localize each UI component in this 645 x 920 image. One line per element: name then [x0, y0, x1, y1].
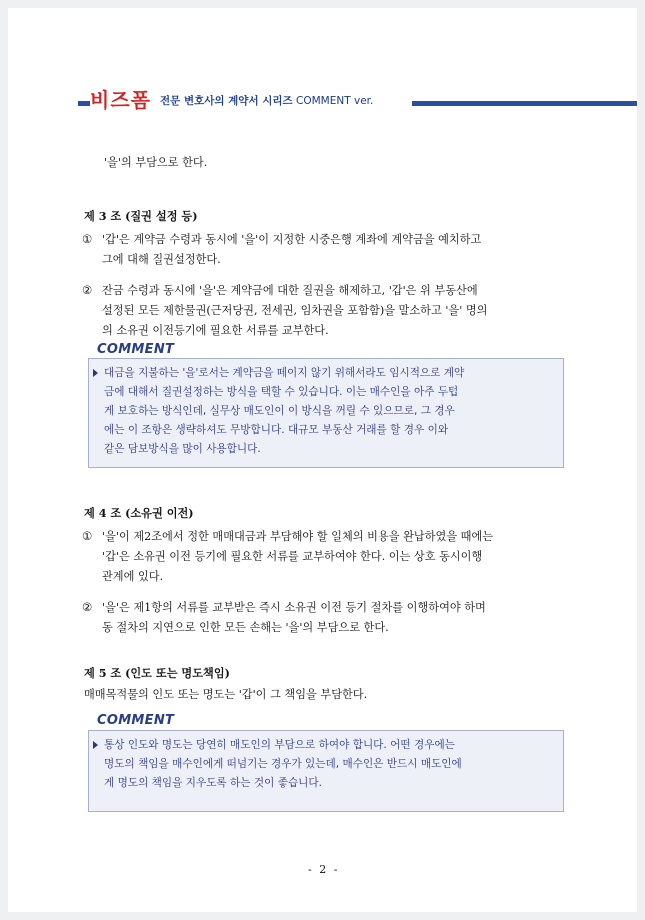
document-page [8, 8, 637, 912]
article4-item1-line1: '을'이 제2조에서 정한 매매대금과 부담해야 할 일체의 비용을 완납하였을 때에는 [102, 530, 494, 543]
article4-item2-line1: '을'은 제1항의 서류를 교부받은 즉시 소유권 이전 등기 절차를 이행하여야 하며 [102, 601, 486, 614]
article4-heading: 제 4 조 (소유권 이전) [84, 506, 194, 520]
series-main: 전문 변호사의 계약서 시리즈 [160, 95, 293, 107]
article4-item2-line2: 동 절차의 지연으로 인한 모든 손해는 '을'의 부담으로 한다. [102, 621, 389, 634]
article4-item1-line3: 관계에 있다. [102, 570, 164, 583]
comment2-line1: 통상 인도와 명도는 당연히 매도인의 부담으로 하여야 합니다. 어떤 경우에는 [104, 739, 455, 751]
article4-item1-line2: '갑'은 소유권 이전 등기에 필요한 서류를 교부하여야 한다. 이는 상호 동시이행 [102, 550, 483, 563]
header-rule-left [78, 101, 90, 106]
brand-logo: 비즈폼 [90, 88, 151, 112]
article3-item1-num: ① [82, 232, 93, 246]
article3-item2-line3: 의 소유권 이전등기에 필요한 서류를 교부한다. [102, 324, 329, 337]
comment1-line5: 같은 담보방식을 많이 사용합니다. [104, 443, 261, 455]
series-tail: COMMENT ver. [296, 95, 374, 107]
comment1-line3: 게 보호하는 방식인데, 실무상 매도인이 이 방식을 꺼릴 수 있으므로, 그 경우 [104, 405, 455, 417]
comment1-title: COMMENT [97, 342, 175, 357]
header-rule-right [412, 101, 637, 106]
page-number: - 2 - [308, 863, 340, 876]
comment1-line2: 금에 대해서 질권설정하는 방식을 택할 수 있습니다. 이는 매수인을 아주 두텁 [104, 386, 459, 398]
article5-heading: 제 5 조 (인도 또는 명도책임) [84, 666, 230, 680]
series-title [160, 93, 373, 108]
article4-item2-num: ② [82, 600, 93, 614]
article3-item1-line1: '갑'은 계약금 수령과 동시에 '을'이 지정한 시중은행 계좌에 계약금을 예치하고 [102, 233, 482, 246]
comment2-bullet-icon [93, 741, 98, 749]
article5-body: 매매목적물의 인도 또는 명도는 '갑'이 그 책임을 부담한다. [84, 688, 368, 701]
article3-item2-line1: 잔금 수령과 동시에 '을'은 계약금에 대한 질권을 해제하고, '갑'은 위 부동산에 [102, 284, 478, 297]
comment2-line3: 게 명도의 책임을 지우도록 하는 것이 좋습니다. [104, 777, 323, 789]
comment1-line4: 에는 이 조항은 생략하셔도 무방합니다. 대규모 부동산 거래를 할 경우 이와 [104, 424, 449, 436]
article3-item2-num: ② [82, 283, 93, 297]
article4-item1-num: ① [82, 529, 93, 543]
comment2-line2: 명도의 책임을 매수인에게 떠넘기는 경우가 있는데, 매수인은 반드시 매도인에 [104, 758, 462, 770]
page-header [8, 82, 637, 112]
article3-item2-line2: 설정된 모든 제한물권(근저당권, 전세권, 임차권을 포함함)을 말소하고 '을' 명의 [102, 304, 488, 317]
article3-item1-line2: 그에 대해 질권설정한다. [102, 253, 221, 266]
comment1-bullet-icon [93, 369, 98, 377]
comment2-title: COMMENT [97, 713, 175, 728]
comment1-line1: 대금을 지불하는 '을'로서는 계약금을 떼이지 않기 위해서라도 임시적으로 계약 [104, 367, 465, 379]
article3-heading: 제 3 조 (질권 설정 등) [84, 209, 198, 223]
intro-line: '을'의 부담으로 한다. [104, 156, 208, 169]
